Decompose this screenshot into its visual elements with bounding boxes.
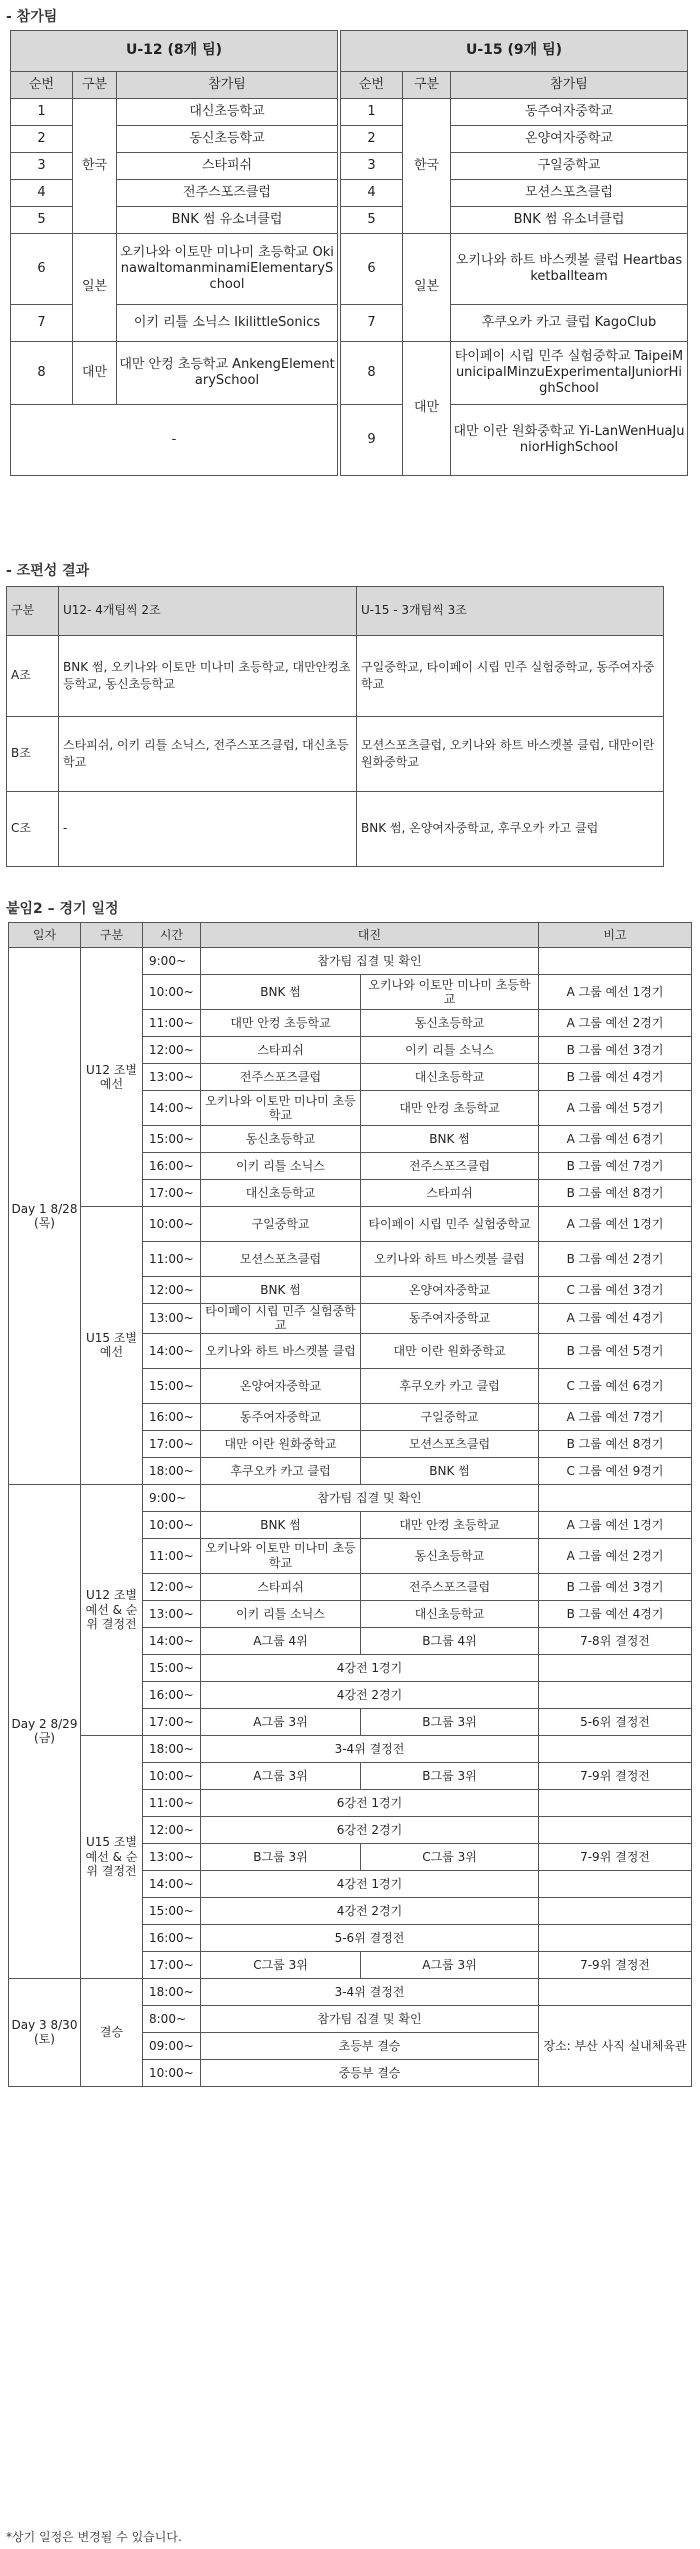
schedule-row bbox=[9, 1207, 692, 1242]
row-no: 5 bbox=[11, 207, 73, 234]
team-cell: 동주여자중학교 bbox=[451, 99, 688, 126]
col-region: 구분 bbox=[7, 587, 59, 636]
schedule-table bbox=[8, 922, 692, 2087]
match-team-a: 타이페이 시립 민주 실험중학교 bbox=[201, 1304, 361, 1334]
u15-participants-table bbox=[340, 30, 688, 476]
match-team-b: BNK 썸 bbox=[361, 1126, 539, 1153]
note-cell bbox=[539, 1897, 692, 1924]
schedule-row bbox=[9, 1735, 692, 1762]
match-team-a: 오키나와 하트 바스켓볼 클럽 bbox=[201, 1333, 361, 1368]
team-cell: 온양여자중학교 bbox=[451, 126, 688, 153]
time-cell: 9:00~ bbox=[143, 1484, 201, 1511]
note-cell bbox=[539, 1789, 692, 1816]
time-cell: 10:00~ bbox=[143, 2059, 201, 2086]
region-cell: 대만 bbox=[403, 342, 451, 476]
note-cell: A 그룹 예선 4경기 bbox=[539, 1304, 692, 1334]
day-cell: Day 2 8/29(금) bbox=[9, 1484, 81, 1978]
note-cell: B 그룹 예선 8경기 bbox=[539, 1180, 692, 1207]
note-cell: A 그룹 예선 5경기 bbox=[539, 1091, 692, 1126]
row-no: 8 bbox=[341, 342, 403, 405]
match-team-a: 동신초등학교 bbox=[201, 1126, 361, 1153]
type-cell: U12 조별 예선 & 순위 결정전 bbox=[81, 1484, 143, 1735]
time-cell: 18:00~ bbox=[143, 1457, 201, 1484]
time-cell: 17:00~ bbox=[143, 1180, 201, 1207]
row-no: 4 bbox=[341, 180, 403, 207]
time-cell: 16:00~ bbox=[143, 1153, 201, 1180]
col-no: 순번 bbox=[11, 72, 73, 99]
match-team-a: A그룹 4위 bbox=[201, 1627, 361, 1654]
note-cell: A 그룹 예선 2경기 bbox=[539, 1538, 692, 1573]
match-team-b: 모션스포츠클럽 bbox=[361, 1430, 539, 1457]
time-cell: 09:00~ bbox=[143, 2032, 201, 2059]
note-cell bbox=[539, 1735, 692, 1762]
time-cell: 14:00~ bbox=[143, 1627, 201, 1654]
row-no: 6 bbox=[11, 234, 73, 305]
note-cell: B 그룹 예선 3경기 bbox=[539, 1573, 692, 1600]
row-no: 6 bbox=[341, 234, 403, 305]
time-cell: 11:00~ bbox=[143, 1789, 201, 1816]
team-cell: 오키나와 이토만 미나미 초등학교 OkinawaItomanminamiElementarySchool bbox=[117, 234, 338, 305]
match-team-a: 스타피쉬 bbox=[201, 1573, 361, 1600]
match-event: 중등부 결승 bbox=[201, 2059, 539, 2086]
note-cell bbox=[539, 1978, 692, 2005]
note-cell: A 그룹 예선 7경기 bbox=[539, 1403, 692, 1430]
match-team-b: 대만 이란 원화중학교 bbox=[361, 1333, 539, 1368]
match-team-b: 이키 리틀 소닉스 bbox=[361, 1037, 539, 1064]
match-team-a: A그룹 3위 bbox=[201, 1762, 361, 1789]
match-team-b: 동신초등학교 bbox=[361, 1538, 539, 1573]
col-team: 참가팀 bbox=[451, 72, 688, 99]
group-name: A조 bbox=[7, 636, 59, 717]
team-cell: 구일중학교 bbox=[451, 153, 688, 180]
groups-table bbox=[6, 586, 664, 867]
time-cell: 11:00~ bbox=[143, 1010, 201, 1037]
region-cell: 한국 bbox=[403, 99, 451, 234]
match-team-b: 오키나와 이토만 미나미 초등학교 bbox=[361, 975, 539, 1010]
row-no: 8 bbox=[11, 342, 73, 405]
match-event: 5-6위 결정전 bbox=[201, 1924, 539, 1951]
match-event: 참가팀 집결 및 확인 bbox=[201, 948, 539, 975]
note-cell bbox=[539, 948, 692, 975]
col-region: 구분 bbox=[73, 72, 117, 99]
match-team-b: 대신초등학교 bbox=[361, 1600, 539, 1627]
row-no: 9 bbox=[341, 405, 403, 476]
row-no: 1 bbox=[11, 99, 73, 126]
match-team-a: 대신초등학교 bbox=[201, 1180, 361, 1207]
type-cell: U15 조별 예선 bbox=[81, 1207, 143, 1485]
match-team-b: 후쿠오카 카고 클럽 bbox=[361, 1368, 539, 1403]
note-cell: A 그룹 예선 1경기 bbox=[539, 975, 692, 1010]
team-cell: BNK 썸 유소녀클럽 bbox=[451, 207, 688, 234]
time-cell: 17:00~ bbox=[143, 1430, 201, 1457]
team-cell: 대만 이란 원화중학교 Yi-LanWenHuaJuniorHighSchool bbox=[451, 405, 688, 476]
note-cell: A 그룹 예선 1경기 bbox=[539, 1207, 692, 1242]
region-cell: 일본 bbox=[403, 234, 451, 342]
match-team-b: 전주스포즈클럽 bbox=[361, 1573, 539, 1600]
type-cell: 결승 bbox=[81, 1978, 143, 2086]
time-cell: 17:00~ bbox=[143, 1951, 201, 1978]
col-no: 순번 bbox=[341, 72, 403, 99]
time-cell: 9:00~ bbox=[143, 948, 201, 975]
team-cell: 오키나와 하트 바스켓볼 클럽 Heartbasketballteam bbox=[451, 234, 688, 305]
row-no: 4 bbox=[11, 180, 73, 207]
match-team-b: 온양여자중학교 bbox=[361, 1277, 539, 1304]
match-team-b: 스타피쉬 bbox=[361, 1180, 539, 1207]
groups-heading: - 조편성 결과 bbox=[6, 563, 90, 579]
time-cell: 16:00~ bbox=[143, 1681, 201, 1708]
row-no: 7 bbox=[341, 305, 403, 342]
match-event: 4강전 1경기 bbox=[201, 1870, 539, 1897]
note-cell bbox=[539, 1484, 692, 1511]
note-cell: C 그룹 예선 6경기 bbox=[539, 1368, 692, 1403]
note-cell: 7-9위 결정전 bbox=[539, 1762, 692, 1789]
schedule-heading: 붙임2 – 경기 일정 bbox=[6, 901, 119, 917]
match-team-a: BNK 썸 bbox=[201, 1277, 361, 1304]
time-cell: 16:00~ bbox=[143, 1403, 201, 1430]
match-event: 3-4위 결정전 bbox=[201, 1978, 539, 2005]
note-cell: B 그룹 예선 4경기 bbox=[539, 1064, 692, 1091]
match-team-b: 대만 안컹 초등학교 bbox=[361, 1091, 539, 1126]
u12-participants-table bbox=[10, 30, 338, 476]
match-event: 참가팀 집결 및 확인 bbox=[201, 2005, 539, 2032]
day-cell: Day 3 8/30(토) bbox=[9, 1978, 81, 2086]
group-u12: 스타피쉬, 이키 리틀 소닉스, 전주스포즈클럽, 대신초등학교 bbox=[59, 717, 357, 792]
team-cell: 후쿠오카 카고 클럽 KagoClub bbox=[451, 305, 688, 342]
schedule-row bbox=[9, 1978, 692, 2005]
col-match: 대진 bbox=[201, 923, 539, 948]
time-cell: 14:00~ bbox=[143, 1870, 201, 1897]
match-team-a: 후쿠오카 카고 클럽 bbox=[201, 1457, 361, 1484]
col-u12: U12- 4개팀씩 2조 bbox=[59, 587, 357, 636]
group-name: B조 bbox=[7, 717, 59, 792]
region-cell: 일본 bbox=[73, 234, 117, 342]
team-cell: 대신초등학교 bbox=[117, 99, 338, 126]
note-cell: 7-9위 결정전 bbox=[539, 1843, 692, 1870]
note-cell: B 그룹 예선 4경기 bbox=[539, 1600, 692, 1627]
type-cell: U15 조별 예선 & 순위 결정전 bbox=[81, 1735, 143, 1978]
time-cell: 10:00~ bbox=[143, 1762, 201, 1789]
team-cell: 모션스포츠클럽 bbox=[451, 180, 688, 207]
time-cell: 10:00~ bbox=[143, 1207, 201, 1242]
row-no: 3 bbox=[341, 153, 403, 180]
note-cell: 5-6위 결정전 bbox=[539, 1708, 692, 1735]
region-cell: 대만 bbox=[73, 342, 117, 405]
time-cell: 17:00~ bbox=[143, 1708, 201, 1735]
match-team-b: 전주스포즈클럽 bbox=[361, 1153, 539, 1180]
match-event: 3-4위 결정전 bbox=[201, 1735, 539, 1762]
team-cell: 전주스포즈클럽 bbox=[117, 180, 338, 207]
match-event: 초등부 결승 bbox=[201, 2032, 539, 2059]
match-team-b: 동주여자중학교 bbox=[361, 1304, 539, 1334]
col-team: 참가팀 bbox=[117, 72, 338, 99]
time-cell: 15:00~ bbox=[143, 1654, 201, 1681]
team-cell: 스타피쉬 bbox=[117, 153, 338, 180]
match-team-b: 오키나와 하트 바스켓볼 클럽 bbox=[361, 1242, 539, 1277]
note-cell: C 그룹 예선 3경기 bbox=[539, 1277, 692, 1304]
group-u12: BNK 썸, 오키나와 이토만 미나미 초등학교, 대만안컹초등학교, 동신초등학교 bbox=[59, 636, 357, 717]
group-u15: BNK 썸, 온양여자중학교, 후쿠오카 카고 클럽 bbox=[357, 792, 664, 867]
row-no: 1 bbox=[341, 99, 403, 126]
row-no: 7 bbox=[11, 305, 73, 342]
note-cell: A 그룹 예선 6경기 bbox=[539, 1126, 692, 1153]
time-cell: 10:00~ bbox=[143, 1511, 201, 1538]
type-cell: U12 조별 예선 bbox=[81, 948, 143, 1207]
match-team-b: 동신초등학교 bbox=[361, 1010, 539, 1037]
time-cell: 8:00~ bbox=[143, 2005, 201, 2032]
match-team-b: 구일중학교 bbox=[361, 1403, 539, 1430]
match-team-a: 오키나와 이토만 미나미 초등학교 bbox=[201, 1091, 361, 1126]
note-cell: A 그룹 예선 1경기 bbox=[539, 1511, 692, 1538]
match-team-a: 대만 이란 원화중학교 bbox=[201, 1430, 361, 1457]
group-u15: 구일중학교, 타이페이 시립 민주 실험중학교, 동주여자중학교 bbox=[357, 636, 664, 717]
time-cell: 12:00~ bbox=[143, 1573, 201, 1600]
match-team-a: B그룹 3위 bbox=[201, 1843, 361, 1870]
match-team-a: BNK 썸 bbox=[201, 1511, 361, 1538]
match-event: 4강전 2경기 bbox=[201, 1897, 539, 1924]
col-type: 구분 bbox=[81, 923, 143, 948]
time-cell: 13:00~ bbox=[143, 1843, 201, 1870]
match-team-a: 온양여자중학교 bbox=[201, 1368, 361, 1403]
note-cell bbox=[539, 1870, 692, 1897]
match-team-a: C그룹 3위 bbox=[201, 1951, 361, 1978]
u12-title: U-12 (8개 팀) bbox=[11, 31, 338, 72]
note-cell: C 그룹 예선 9경기 bbox=[539, 1457, 692, 1484]
match-team-a: 구일중학교 bbox=[201, 1207, 361, 1242]
time-cell: 13:00~ bbox=[143, 1304, 201, 1334]
time-cell: 12:00~ bbox=[143, 1037, 201, 1064]
row-no: 3 bbox=[11, 153, 73, 180]
match-team-b: 대만 안컹 초등학교 bbox=[361, 1511, 539, 1538]
schedule-row bbox=[9, 1484, 692, 1511]
note-cell: B 그룹 예선 2경기 bbox=[539, 1242, 692, 1277]
match-event: 6강전 1경기 bbox=[201, 1789, 539, 1816]
team-cell: BNK 썸 유소녀클럽 bbox=[117, 207, 338, 234]
match-team-b: C그룹 3위 bbox=[361, 1843, 539, 1870]
time-cell: 13:00~ bbox=[143, 1064, 201, 1091]
match-team-b: B그룹 3위 bbox=[361, 1708, 539, 1735]
time-cell: 18:00~ bbox=[143, 1978, 201, 2005]
time-cell: 11:00~ bbox=[143, 1538, 201, 1573]
match-team-a: 스타피쉬 bbox=[201, 1037, 361, 1064]
match-team-b: 타이페이 시립 민주 실험중학교 bbox=[361, 1207, 539, 1242]
time-cell: 12:00~ bbox=[143, 1816, 201, 1843]
match-team-a: 이키 리틀 소닉스 bbox=[201, 1153, 361, 1180]
match-team-a: 대만 안컹 초등학교 bbox=[201, 1010, 361, 1037]
match-team-a: 오키나와 이토만 미나미 초등학교 bbox=[201, 1538, 361, 1573]
match-event: 참가팀 집결 및 확인 bbox=[201, 1484, 539, 1511]
time-cell: 15:00~ bbox=[143, 1897, 201, 1924]
note-cell bbox=[539, 1654, 692, 1681]
footnote: *상기 일정은 변경될 수 있습니다. bbox=[6, 2530, 182, 2544]
day-cell: Day 1 8/28(목) bbox=[9, 948, 81, 1485]
time-cell: 13:00~ bbox=[143, 1600, 201, 1627]
col-time: 시간 bbox=[143, 923, 201, 948]
col-note: 비고 bbox=[539, 923, 692, 948]
schedule-row bbox=[9, 948, 692, 975]
team-cell: 대만 안컹 초등학교 AnkengElementarySchool bbox=[117, 342, 338, 405]
venue-note: 장소: 부산 사직 실내체육관 bbox=[539, 2005, 692, 2086]
match-team-a: 이키 리틀 소닉스 bbox=[201, 1600, 361, 1627]
team-cell: 타이페이 시립 민주 실험중학교 TaipeiMunicipalMinzuExperimentalJuniorHighSchool bbox=[451, 342, 688, 405]
col-date: 일자 bbox=[9, 923, 81, 948]
note-cell: B 그룹 예선 8경기 bbox=[539, 1430, 692, 1457]
participants-heading: - 참가팀 bbox=[6, 9, 58, 25]
time-cell: 15:00~ bbox=[143, 1126, 201, 1153]
match-team-b: BNK 썸 bbox=[361, 1457, 539, 1484]
u15-title: U-15 (9개 팀) bbox=[341, 31, 688, 72]
row-no: 5 bbox=[341, 207, 403, 234]
note-cell: B 그룹 예선 5경기 bbox=[539, 1333, 692, 1368]
region-cell: 한국 bbox=[73, 99, 117, 234]
note-cell: B 그룹 예선 7경기 bbox=[539, 1153, 692, 1180]
match-team-b: 대신초등학교 bbox=[361, 1064, 539, 1091]
match-team-a: 전주스포즈클럽 bbox=[201, 1064, 361, 1091]
note-cell: 7-9위 결정전 bbox=[539, 1951, 692, 1978]
group-name: C조 bbox=[7, 792, 59, 867]
time-cell: 12:00~ bbox=[143, 1277, 201, 1304]
group-u12: - bbox=[59, 792, 357, 867]
match-event: 6강전 2경기 bbox=[201, 1816, 539, 1843]
match-team-b: B그룹 4위 bbox=[361, 1627, 539, 1654]
time-cell: 14:00~ bbox=[143, 1333, 201, 1368]
note-cell bbox=[539, 1681, 692, 1708]
time-cell: 10:00~ bbox=[143, 975, 201, 1010]
note-cell: B 그룹 예선 3경기 bbox=[539, 1037, 692, 1064]
time-cell: 18:00~ bbox=[143, 1735, 201, 1762]
col-region: 구분 bbox=[403, 72, 451, 99]
team-cell: 이키 리틀 소닉스 IkilittleSonics bbox=[117, 305, 338, 342]
note-cell bbox=[539, 1924, 692, 1951]
match-event: 4강전 2경기 bbox=[201, 1681, 539, 1708]
row-no: 2 bbox=[341, 126, 403, 153]
row-no: 2 bbox=[11, 126, 73, 153]
note-cell: A 그룹 예선 2경기 bbox=[539, 1010, 692, 1037]
col-u15: U-15 - 3개팀씩 3조 bbox=[357, 587, 664, 636]
note-cell: 7-8위 결정전 bbox=[539, 1627, 692, 1654]
team-cell: 동신초등학교 bbox=[117, 126, 338, 153]
match-event: 4강전 1경기 bbox=[201, 1654, 539, 1681]
match-team-a: A그룹 3위 bbox=[201, 1708, 361, 1735]
time-cell: 14:00~ bbox=[143, 1091, 201, 1126]
match-team-a: 동주여자중학교 bbox=[201, 1403, 361, 1430]
time-cell: 15:00~ bbox=[143, 1368, 201, 1403]
group-u15: 모션스포츠클럽, 오키나와 하트 바스켓볼 클럽, 대만이란원화중학교 bbox=[357, 717, 664, 792]
match-team-b: A그룹 3위 bbox=[361, 1951, 539, 1978]
time-cell: 11:00~ bbox=[143, 1242, 201, 1277]
note-cell bbox=[539, 1816, 692, 1843]
match-team-b: B그룹 3위 bbox=[361, 1762, 539, 1789]
time-cell: 16:00~ bbox=[143, 1924, 201, 1951]
match-team-a: 모션스포츠클럽 bbox=[201, 1242, 361, 1277]
match-team-a: BNK 썸 bbox=[201, 975, 361, 1010]
empty-cell: - bbox=[11, 405, 338, 476]
